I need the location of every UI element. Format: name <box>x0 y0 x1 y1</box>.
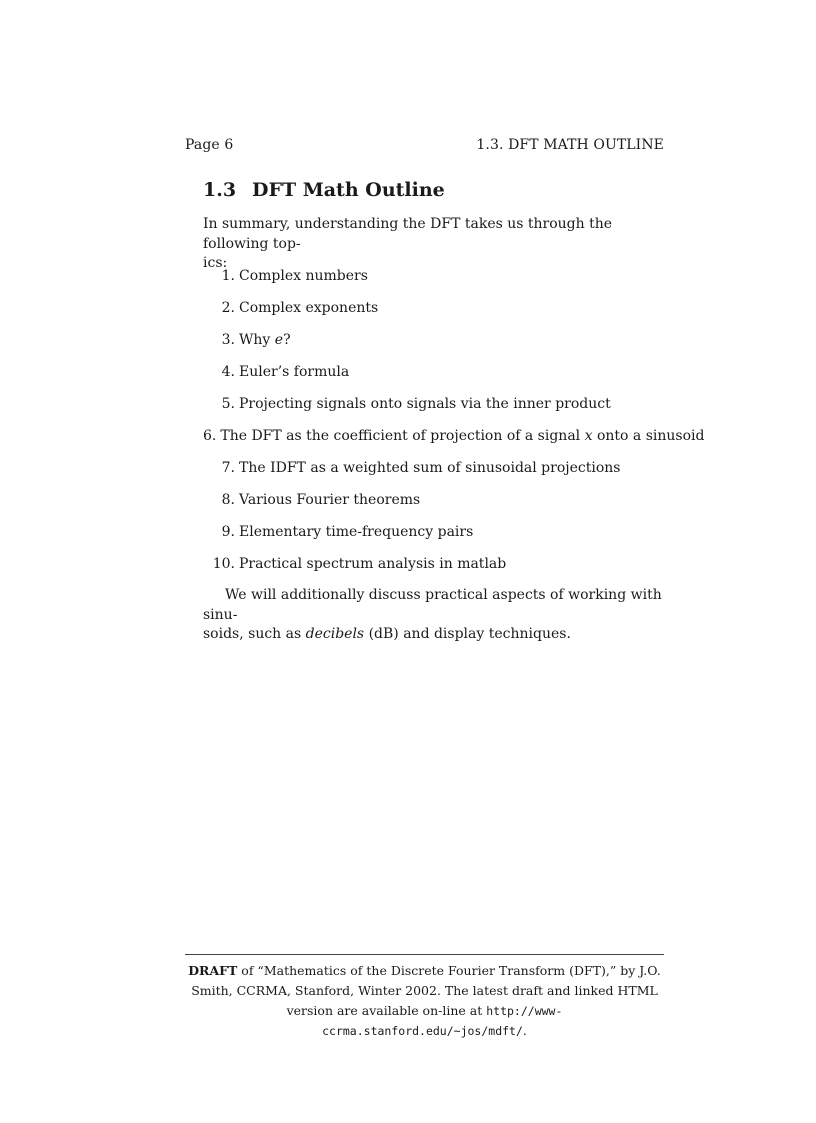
item-number: 6. <box>203 428 217 444</box>
item-number: 8. <box>221 492 235 508</box>
footer-line-3: version are available on-line at <box>286 1003 487 1018</box>
footer-url-link[interactable]: http://www-ccrma.stanford.edu/~jos/mdft/ <box>322 1004 563 1038</box>
list-item <box>203 298 673 330</box>
footer-divider <box>185 954 664 955</box>
list-item <box>203 426 705 458</box>
item-text: Various Fourier theorems <box>239 492 421 508</box>
emphasis-text: decibels <box>305 626 365 642</box>
closing-line-1: We will additionally discuss practical aspects of working with sinu- <box>203 587 662 623</box>
item-text <box>220 426 704 458</box>
math-symbol: e <box>274 332 284 348</box>
item-number: 5. <box>221 396 235 412</box>
list-item <box>203 266 673 298</box>
item-number: 1. <box>221 268 235 284</box>
footer-line-3-end: . <box>522 1023 527 1038</box>
running-title: 1.3. DFT MATH OUTLINE <box>476 137 664 153</box>
intro-line-2: ics: <box>203 255 228 271</box>
item-text-after: onto a sinusoid <box>592 428 705 444</box>
draft-label: DRAFT <box>188 963 238 978</box>
topic-list <box>203 266 705 586</box>
intro-paragraph <box>203 215 664 274</box>
item-number: 4. <box>221 364 235 380</box>
running-header <box>185 136 664 154</box>
item-text <box>239 330 291 362</box>
page-number: Page 6 <box>185 137 234 153</box>
intro-line-1: In summary, understanding the DFT takes us through the following top- <box>203 216 613 252</box>
list-item <box>203 554 673 586</box>
item-number: 9. <box>221 524 235 540</box>
list-item <box>203 490 673 522</box>
item-text-before: The DFT as the coefficient of projection of a signal <box>220 428 585 444</box>
item-text-after: ? <box>283 332 291 348</box>
item-number: 7. <box>221 460 235 476</box>
section-heading <box>203 178 445 202</box>
closing-paragraph <box>203 586 664 645</box>
item-text: Projecting signals onto signals via the inner product <box>239 396 611 412</box>
item-number: 10. <box>212 556 235 572</box>
math-symbol: x <box>584 428 593 444</box>
closing-line-2-after: (dB) and display techniques. <box>364 626 571 642</box>
item-number: 3. <box>221 332 235 348</box>
item-text: Complex numbers <box>239 268 368 284</box>
list-item <box>203 458 673 490</box>
item-text: Euler’s formula <box>239 364 350 380</box>
item-text-before: Why <box>239 332 275 348</box>
item-text: Elementary time-frequency pairs <box>239 524 474 540</box>
item-text: Practical spectrum analysis in matlab <box>239 556 507 572</box>
list-item <box>203 330 673 362</box>
footer-note <box>185 961 664 1041</box>
footer-line-2: Smith, CCRMA, Stanford, Winter 2002. The latest draft and linked HTML <box>191 983 658 998</box>
section-number: 1.3 <box>203 179 237 201</box>
item-number: 2. <box>221 300 235 316</box>
item-text: Complex exponents <box>239 300 379 316</box>
list-item <box>203 522 673 554</box>
list-item <box>203 394 673 426</box>
list-item <box>203 362 673 394</box>
section-title: DFT Math Outline <box>252 179 445 201</box>
closing-line-2-before: soids, such as <box>203 626 306 642</box>
item-text: The IDFT as a weighted sum of sinusoidal projections <box>239 460 621 476</box>
footer-line-1: of “Mathematics of the Discrete Fourier Transform (DFT),” by J.O. <box>237 963 661 978</box>
